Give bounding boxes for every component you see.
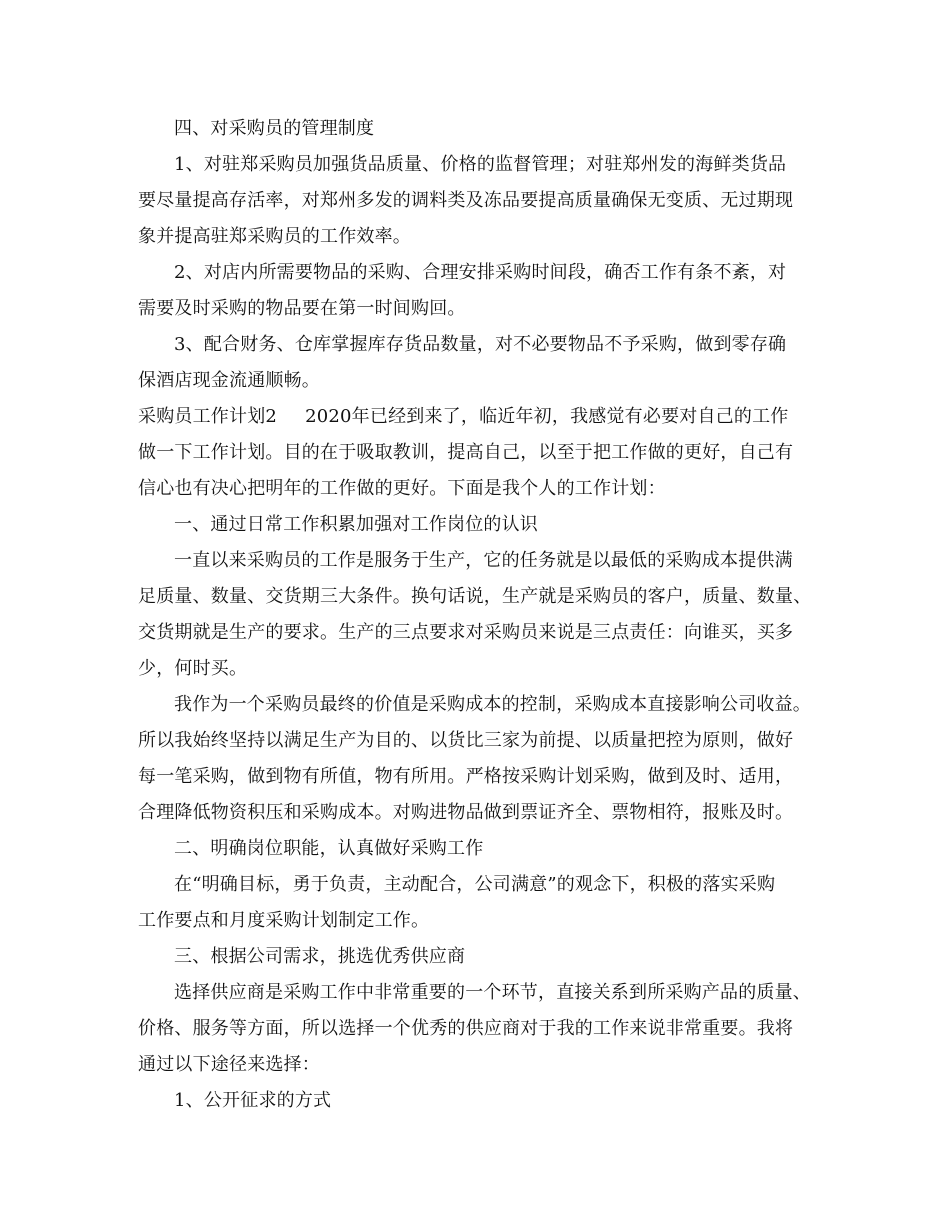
section-heading-3: 三、根据公司需求，挑选优秀供应商 (174, 946, 466, 967)
paragraph-line: 一直以来采购员的工作是服务于生产，它的任务就是以最低的采购成本提供满 (174, 550, 793, 571)
paragraph-line: 要尽量提高存活率，对郑州多发的调料类及冻品要提高质量确保无变质、无过期现 (138, 190, 794, 211)
paragraph-line: 足质量、数量、交货期三大条件。换句话说，生产就是采购员的客户，质量、数量、 (138, 586, 812, 607)
section-heading-2: 二、明确岗位职能，认真做好采购工作 (174, 838, 484, 859)
plan-intro-start: 2020年已经到来了，临近年初，我感觉有必要对自己的工作 (305, 406, 789, 427)
paragraph-line: 需要及时采购的物品要在第一时间购回。 (138, 298, 466, 319)
section-heading-1: 一、通过日常工作积累加强对工作岗位的认识 (174, 514, 538, 535)
plan-title: 采购员工作计划2 (138, 406, 278, 427)
paragraph-line: 在“明确目标，勇于负责，主动配合，公司满意”的观念下，积极的落实采购 (174, 874, 776, 895)
paragraph-line: 合理降低物资积压和采购成本。对购进物品做到票证齐全、票物相符，报账及时。 (138, 802, 794, 823)
paragraph-line: 交货期就是生产的要求。生产的三点要求对采购员来说是三点责任：向谁买，买多 (138, 622, 794, 643)
paragraph-line: 工作要点和月度采购计划制定工作。 (138, 910, 430, 931)
paragraph-line: 2、对店内所需要物品的采购、合理安排采购时间段，确否工作有条不紊，对 (174, 262, 787, 283)
paragraph-line: 我作为一个采购员最终的价值是采购成本的控制，采购成本直接影响公司收益。 (174, 694, 811, 715)
paragraph-line: 选择供应商是采购工作中非常重要的一个环节，直接关系到所采购产品的质量、 (174, 982, 811, 1003)
paragraph-line: 少，何时买。 (138, 658, 248, 679)
plan-title-line (138, 405, 838, 429)
paragraph-line: 每一笔采购，做到物有所值，物有所用。严格按采购计划采购，做到及时、适用， (138, 766, 794, 787)
subsection-heading: 1、公开征求的方式 (174, 1090, 332, 1111)
paragraph-line: 信心也有决心把明年的工作做的更好。下面是我个人的工作计划： (138, 478, 666, 499)
paragraph-line: 价格、服务等方面，所以选择一个优秀的供应商对于我的工作来说非常重要。我将 (138, 1018, 794, 1039)
paragraph-line: 1、对驻郑采购员加强货品质量、价格的监督管理；对驻郑州发的海鲜类货品 (174, 154, 787, 175)
section-heading-4: 四、对采购员的管理制度 (174, 118, 375, 139)
paragraph-line: 通过以下途径来选择： (138, 1054, 320, 1075)
paragraph-line: 象并提高驻郑采购员的工作效率。 (138, 226, 411, 247)
paragraph-line: 3、配合财务、仓库掌握库存货品数量，对不必要物品不予采购，做到零存确 (174, 334, 787, 355)
paragraph-line: 保酒店现金流通顺畅。 (138, 370, 320, 391)
paragraph-line: 所以我始终坚持以满足生产为目的、以货比三家为前提、以质量把控为原则，做好 (138, 730, 794, 751)
paragraph-line: 做一下工作计划。目的在于吸取教训，提高自己，以至于把工作做的更好，自己有 (138, 442, 794, 463)
